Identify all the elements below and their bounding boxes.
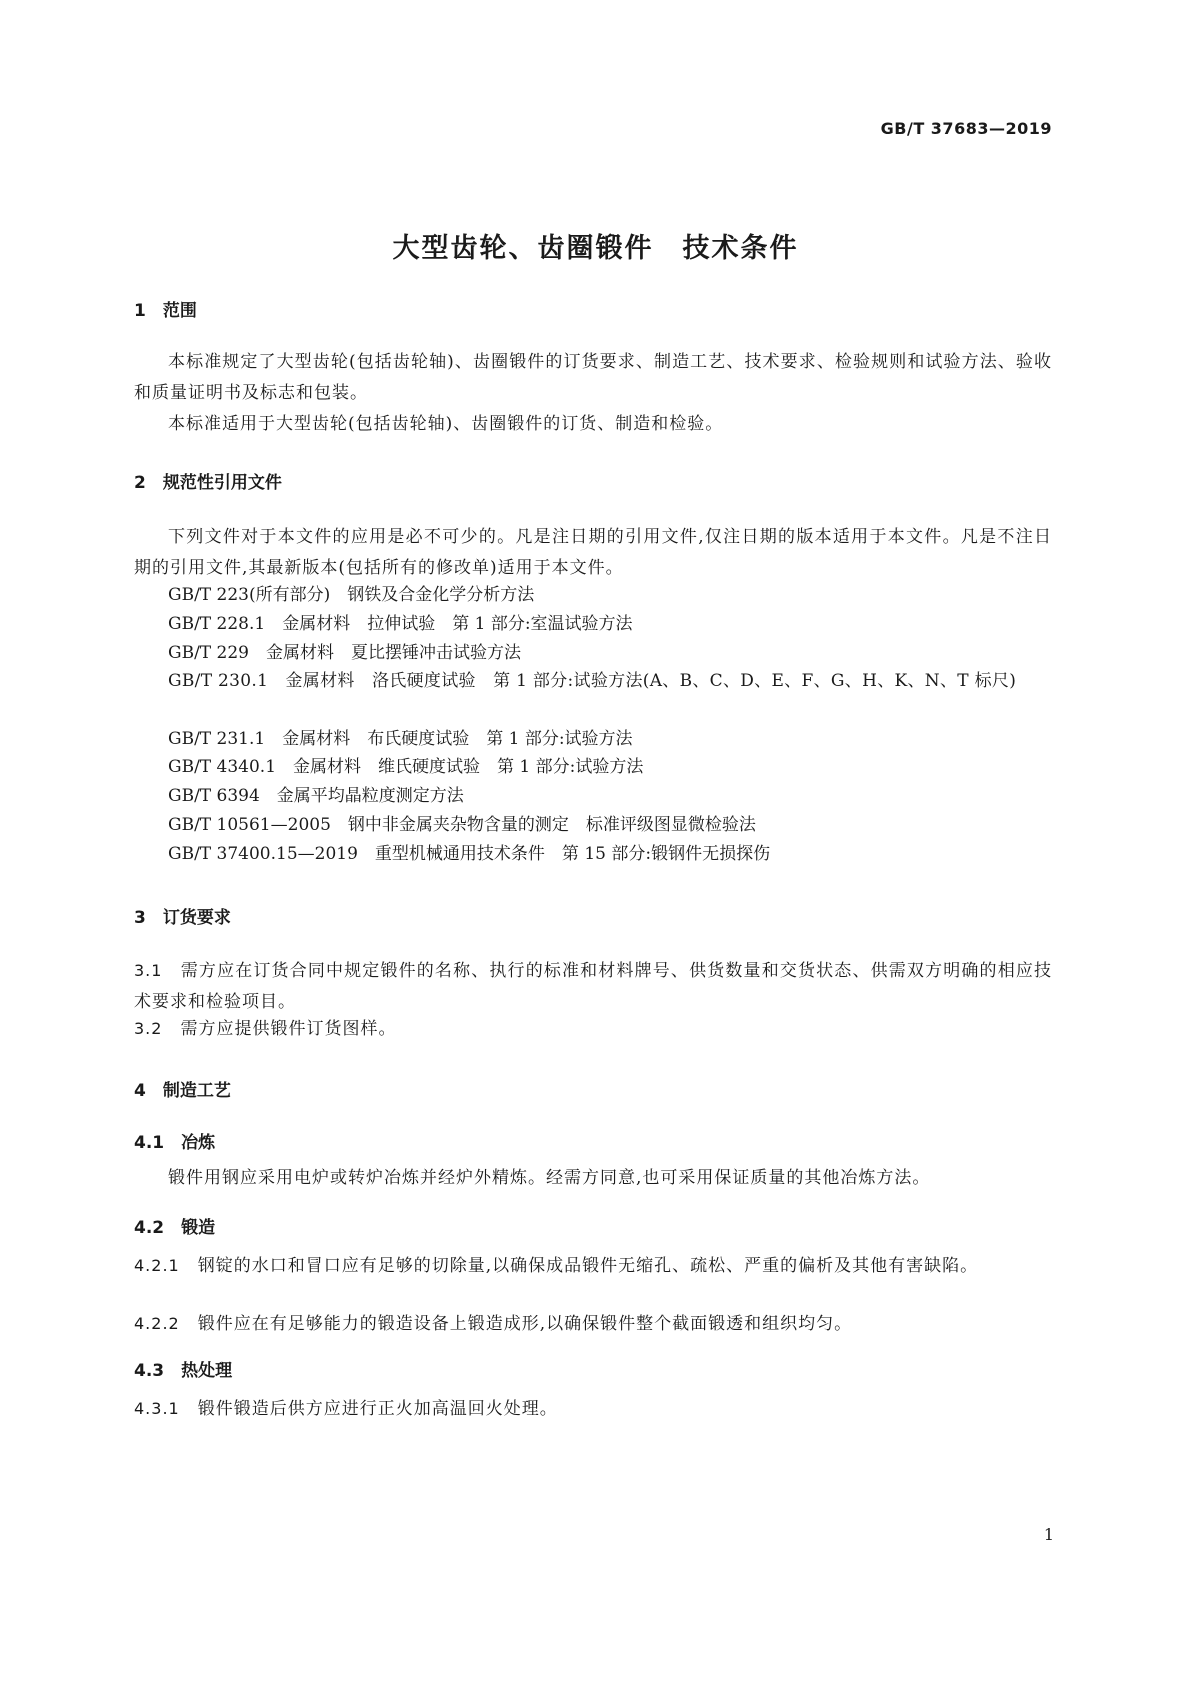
reference-item: GB/T 231.1 金属材料 布氏硬度试验 第 1 部分:试验方法 xyxy=(168,729,633,749)
clause-text: 钢锭的水口和冒口应有足够的切除量,以确保成品锻件无缩孔、疏松、严重的偏析及其他有害缺陷。 xyxy=(197,1256,979,1276)
paragraph: 锻件用钢应采用电炉或转炉冶炼并经炉外精炼。经需方同意,也可采用保证质量的其他冶炼方法。 xyxy=(168,1168,931,1188)
reference-item: GB/T 4340.1 金属材料 维氏硬度试验 第 1 部分:试验方法 xyxy=(168,757,644,777)
clause-text: 锻件应在有足够能力的锻造设备上锻造成形,以确保锻件整个截面锻透和组织均匀。 xyxy=(197,1314,853,1334)
numbered-clause xyxy=(134,1308,1052,1340)
reference-item: GB/T 230.1 金属材料 洛氏硬度试验 第 1 部分:试验方法(A、B、C、D、E、F、G、H、K、N、T 标尺) xyxy=(168,671,1017,691)
section-heading-2: 2 规范性引用文件 xyxy=(134,473,282,493)
reference-item: GB/T 223(所有部分) 钢铁及合金化学分析方法 xyxy=(168,585,535,605)
document-title: 大型齿轮、齿圈锻件 技术条件 xyxy=(392,233,799,264)
reference-item: GB/T 37400.15—2019 重型机械通用技术条件 第 15 部分:锻钢件无损探伤 xyxy=(168,844,771,864)
clause-number: 3.1 xyxy=(134,961,163,980)
clause-number: 4.2.2 xyxy=(134,1314,180,1333)
section-heading-1: 1 范围 xyxy=(134,301,197,321)
numbered-clause xyxy=(134,1250,1052,1282)
reference-item: GB/T 229 金属材料 夏比摆锤冲击试验方法 xyxy=(168,643,521,663)
section-heading-3: 3 订货要求 xyxy=(134,908,231,928)
paragraph: 本标准规定了大型齿轮(包括齿轮轴)、齿圈锻件的订货要求、制造工艺、技术要求、检验规则和试验方法、验收和质量证明书及标志和包装。 xyxy=(134,352,1052,403)
paragraph: 下列文件对于本文件的应用是必不可少的。凡是注日期的引用文件,仅注日期的版本适用于本文件。凡是不注日期的引用文件,其最新版本(包括所有的修改单)适用于本文件。 xyxy=(134,527,1052,578)
reference-item: GB/T 6394 金属平均晶粒度测定方法 xyxy=(168,786,464,806)
numbered-clause xyxy=(134,1393,1052,1425)
clause-text: 需方应在订货合同中规定锻件的名称、执行的标准和材料牌号、供货数量和交货状态、供需双方明确的相应技术要求和检验项目。 xyxy=(134,961,1053,1012)
subsection-heading-4-2: 4.2 锻造 xyxy=(134,1218,216,1238)
clause-number: 3.2 xyxy=(134,1019,163,1038)
page-number: 1 xyxy=(1043,1525,1054,1544)
document-body xyxy=(134,0,1052,1684)
numbered-clause xyxy=(134,955,1052,1018)
standard-number: GB/T 37683—2019 xyxy=(880,119,1052,138)
clause-text: 需方应提供锻件订货图样。 xyxy=(180,1019,397,1039)
numbered-clause xyxy=(134,1013,1052,1045)
clause-number: 4.2.1 xyxy=(134,1256,180,1275)
clause-text: 锻件锻造后供方应进行正火加高温回火处理。 xyxy=(197,1399,558,1419)
reference-item: GB/T 10561—2005 钢中非金属夹杂物含量的测定 标准评级图显微检验法 xyxy=(168,815,756,835)
paragraph: 本标准适用于大型齿轮(包括齿轮轴)、齿圈锻件的订货、制造和检验。 xyxy=(168,414,724,434)
subsection-heading-4-3: 4.3 热处理 xyxy=(134,1361,233,1381)
section-heading-4: 4 制造工艺 xyxy=(134,1081,231,1101)
clause-number: 4.3.1 xyxy=(134,1399,180,1418)
reference-item: GB/T 228.1 金属材料 拉伸试验 第 1 部分:室温试验方法 xyxy=(168,614,633,634)
subsection-heading-4-1: 4.1 冶炼 xyxy=(134,1133,216,1153)
